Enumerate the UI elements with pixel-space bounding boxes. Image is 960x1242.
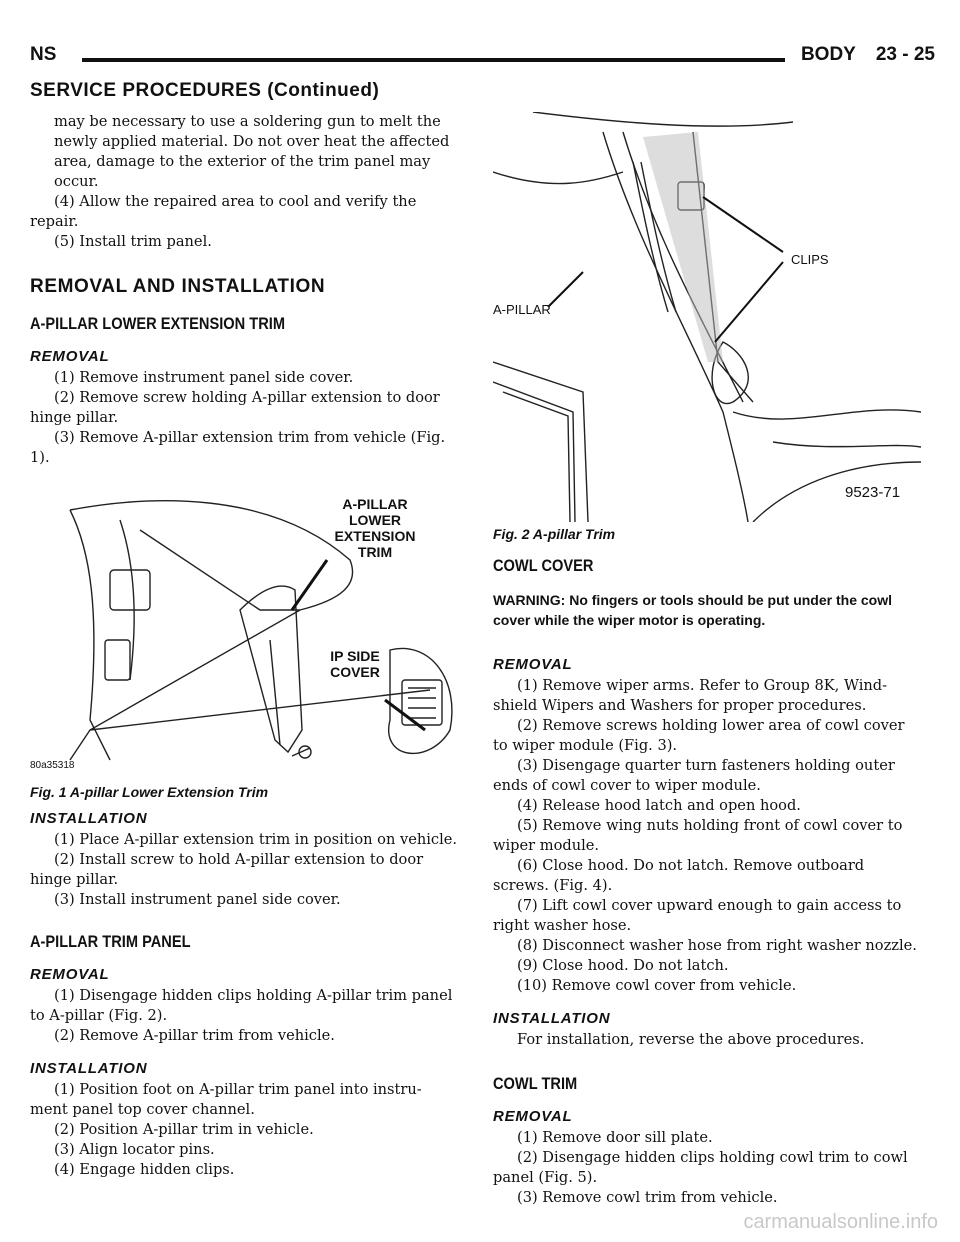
step: (1) Position foot on A-pillar trim panel into instru- ment panel top cover channel. (30, 1081, 422, 1118)
figure-2-caption: Fig. 2 A-pillar Trim (493, 526, 616, 542)
right-column (493, 112, 921, 1208)
removal-heading: REMOVAL (30, 348, 110, 365)
left-column (30, 112, 458, 1180)
installation-heading: INSTALLATION (30, 810, 148, 827)
figure-2-illustration (493, 112, 921, 522)
section-name: BODY (800, 44, 856, 65)
step: (2) Remove screw holding A-pillar extension to door hinge pillar. (30, 389, 440, 426)
step: (9) Close hood. Do not latch. (517, 957, 729, 974)
cowl-cover-title: COWL COVER (493, 556, 594, 575)
step: (4) Release hood latch and open hood. (517, 797, 801, 814)
step: (3) Align locator pins. (54, 1141, 215, 1158)
watermark: carmanualsonline.info (743, 1211, 938, 1233)
intro-paragraph: may be necessary to use a soldering gun to melt the newly applied material. Do not over heat the affected area, damage to the exterior of the trim panel may occur. (54, 113, 450, 190)
intro-step: (4) Allow the repaired area to cool and verify the repair. (30, 193, 417, 230)
header-rule (82, 58, 785, 62)
step: (2) Remove screws holding lower area of cowl cover to wiper module (Fig. 3). (493, 717, 905, 754)
page-header (30, 40, 935, 70)
step: (4) Engage hidden clips. (54, 1161, 235, 1178)
warning-text: WARNING: No fingers or tools should be put under the cowl cover while the wiper motor is operating. (493, 592, 892, 628)
step: (7) Lift cowl cover upward enough to gain access to right washer hose. (493, 897, 902, 934)
manual-code: NS (30, 44, 57, 65)
step: (2) Position A-pillar trim in vehicle. (54, 1121, 314, 1138)
step: (3) Remove cowl trim from vehicle. (517, 1189, 778, 1206)
step: (1) Remove instrument panel side cover. (54, 369, 354, 386)
installation-heading: INSTALLATION (493, 1010, 611, 1027)
step: (1) Remove door sill plate. (517, 1129, 713, 1146)
figure-number: 9523-71 (845, 484, 901, 501)
step: (3) Remove A-pillar extension trim from vehicle (Fig. 1). (30, 429, 446, 466)
label-ip-side-cover: IP SIDE COVER (330, 648, 380, 680)
cowl-trim-title: COWL TRIM (493, 1074, 578, 1093)
figure-1 (30, 490, 458, 780)
label-apillar-lower-extension-trim: A-PILLAR LOWER EXTENSION TRIM (334, 496, 416, 560)
step: (3) Disengage quarter turn fasteners holding outer ends of cowl cover to wiper module. (493, 757, 895, 794)
step: (2) Remove A-pillar trim from vehicle. (54, 1027, 335, 1044)
figure-2 (493, 112, 921, 522)
step: (1) Disengage hidden clips holding A-pillar trim panel to A-pillar (Fig. 2). (30, 987, 453, 1024)
removal-heading: REMOVAL (30, 966, 110, 983)
step: (6) Close hood. Do not latch. Remove outboard screws. (Fig. 4). (493, 857, 865, 894)
step: (1) Remove wiper arms. Refer to Group 8K, Wind- shield Wipers and Washers for proper procedures. (493, 677, 888, 714)
header-right (781, 44, 935, 66)
apillar-lower-title: A-PILLAR LOWER EXTENSION TRIM (30, 314, 286, 333)
apillar-panel-title: A-PILLAR TRIM PANEL (30, 932, 191, 951)
step: (3) Install instrument panel side cover. (54, 891, 341, 908)
step: (5) Remove wing nuts holding front of cowl cover to wiper module. (493, 817, 903, 854)
step: (10) Remove cowl cover from vehicle. (517, 977, 797, 994)
label-clips: CLIPS (791, 252, 829, 267)
removal-heading: REMOVAL (493, 1108, 573, 1125)
step: (2) Install screw to hold A-pillar extension to door hinge pillar. (30, 851, 424, 888)
step: (1) Place A-pillar extension trim in position on vehicle. (54, 831, 458, 848)
page-number: 23 - 25 (875, 44, 935, 65)
intro-step: (5) Install trim panel. (54, 233, 212, 250)
installation-heading: INSTALLATION (30, 1060, 148, 1077)
removal-heading: REMOVAL (493, 656, 573, 673)
step: (2) Disengage hidden clips holding cowl trim to cowl panel (Fig. 5). (493, 1149, 908, 1186)
installation-text: For installation, reverse the above procedures. (517, 1031, 865, 1048)
label-apillar: A-PILLAR (493, 302, 551, 317)
figure-number: 80a35318 (30, 760, 75, 771)
removal-installation-heading: REMOVAL AND INSTALLATION (30, 276, 326, 297)
section-continued-heading: SERVICE PROCEDURES (Continued) (30, 80, 380, 101)
step: (8) Disconnect washer hose from right washer nozzle. (517, 937, 917, 954)
figure-1-caption: Fig. 1 A-pillar Lower Extension Trim (30, 784, 269, 800)
